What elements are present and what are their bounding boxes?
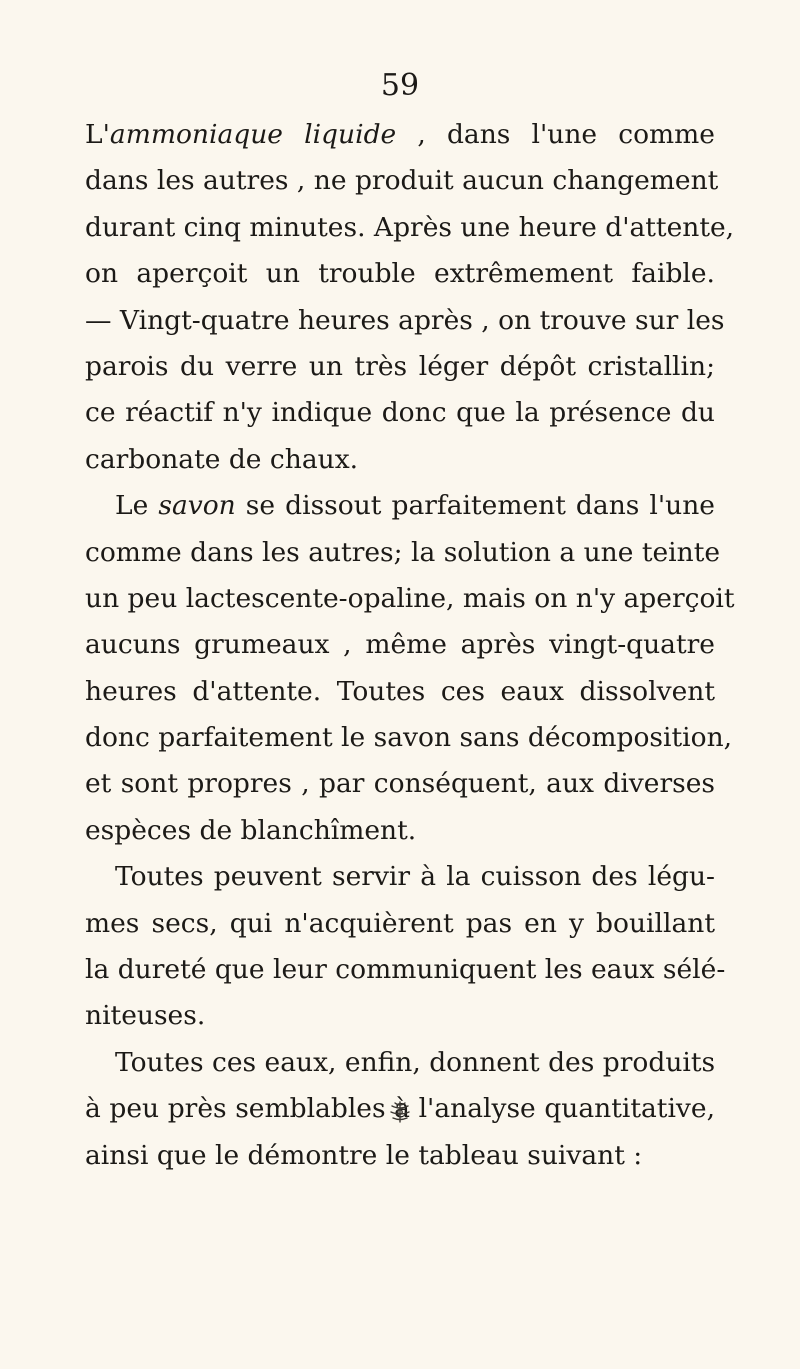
text-line bbox=[85, 622, 715, 668]
text-segment: — Vingt-quatre heures après , on trouve sur les bbox=[85, 304, 725, 336]
text-segment: mes secs, qui n'acquièrent pas en y bouillant bbox=[85, 907, 715, 939]
text-segment: Toutes ces eaux, enfin, donnent des produits bbox=[115, 1046, 716, 1078]
text-line bbox=[85, 437, 715, 483]
text-line bbox=[85, 483, 715, 529]
text-segment: niteuses. bbox=[85, 1000, 206, 1032]
text-line bbox=[85, 947, 726, 993]
text-segment: L' bbox=[85, 119, 110, 150]
text-segment: à peu près semblables à l'analyse quantitative, bbox=[85, 1093, 715, 1125]
text-line bbox=[85, 112, 715, 158]
text-line bbox=[85, 298, 725, 344]
text-segment: on aperçoit un trouble extrêmement faible. bbox=[85, 258, 715, 290]
text-line bbox=[85, 901, 715, 947]
text-line bbox=[85, 576, 735, 622]
page-number: 59 bbox=[380, 68, 420, 103]
text-line bbox=[85, 530, 721, 576]
text-segment: dans les autres , ne produit aucun changement bbox=[85, 165, 719, 197]
text-segment: et sont propres , par conséquent, aux diverses bbox=[85, 768, 715, 800]
italic-term: ammoniaque liquide bbox=[109, 119, 397, 150]
text-segment: carbonate de chaux. bbox=[85, 443, 359, 475]
floral-ornament-icon bbox=[388, 1100, 412, 1124]
text-line bbox=[85, 390, 715, 436]
text-segment: ainsi que le démontre le tableau suivant : bbox=[85, 1139, 643, 1171]
text-segment: Toutes peuvent servir à la cuisson des légu- bbox=[115, 861, 715, 893]
text-segment: un peu lactescente-opaline, mais on n'y aperçoit bbox=[85, 582, 735, 614]
text-line bbox=[85, 761, 715, 807]
text-segment: comme dans les autres; la solution a une teinte bbox=[85, 536, 721, 568]
text-segment: heures d'attente. Toutes ces eaux dissolvent bbox=[85, 675, 715, 707]
text-segment: se dissout parfaitement dans l'une bbox=[235, 490, 715, 522]
text-line bbox=[85, 669, 715, 715]
text-line bbox=[85, 808, 715, 854]
text-segment: , dans l'une comme bbox=[396, 119, 715, 150]
body-text bbox=[85, 112, 735, 1179]
text-segment: durant cinq minutes. Après une heure d'attente, bbox=[85, 211, 735, 243]
text-line bbox=[85, 1040, 715, 1086]
text-segment: parois du verre un très léger dépôt cristallin; bbox=[85, 350, 715, 382]
italic-term: savon bbox=[158, 490, 236, 522]
text-segment: donc parfaitement le savon sans décomposition, bbox=[85, 722, 733, 754]
text-line bbox=[85, 205, 735, 251]
text-segment: ce réactif n'y indique donc que la présence du bbox=[85, 397, 715, 429]
text-line bbox=[85, 715, 733, 761]
text-line bbox=[85, 1133, 715, 1179]
text-segment: la dureté que leur communiquent les eaux sélé- bbox=[85, 954, 726, 986]
text-line bbox=[85, 344, 715, 390]
text-line bbox=[85, 251, 715, 297]
text-segment: espèces de blanchîment. bbox=[85, 814, 417, 846]
text-segment: aucuns grumeaux , même après vingt-quatre bbox=[85, 629, 715, 661]
text-segment: Le bbox=[115, 490, 159, 522]
text-line bbox=[85, 993, 715, 1039]
text-line bbox=[85, 158, 719, 204]
text-line bbox=[85, 854, 715, 900]
